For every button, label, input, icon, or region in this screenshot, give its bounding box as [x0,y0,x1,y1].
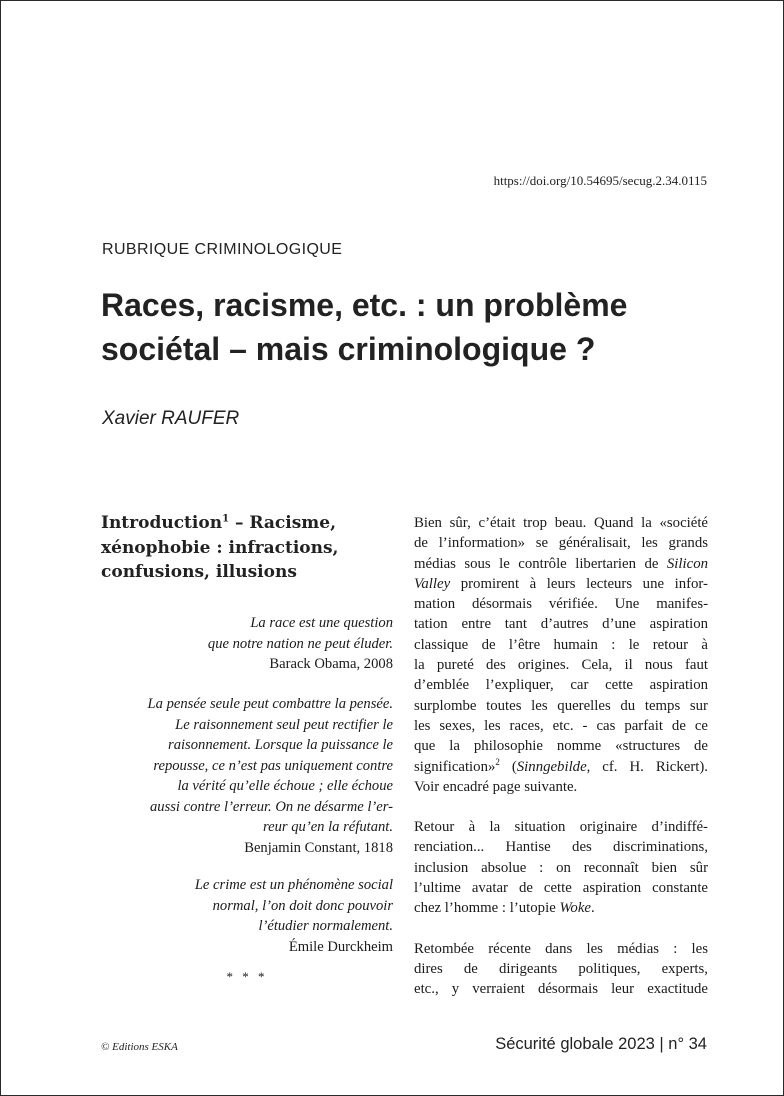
text-line: Retour à la situation originaire d’indiffé- [414,819,708,836]
right-column [414,513,708,1020]
text-line: l’ultime avatar de cette aspiration constante [414,880,708,897]
rubric-label: RUBRIQUE CRIMINOLOGIQUE [102,241,343,258]
text-line: Voir encadré page suivante. [414,778,578,795]
quote-line: Le crime est un phénomène social [194,877,393,893]
emphasis-text: Woke [559,900,591,917]
text-line [414,757,708,777]
text-line: les sexes, les races, etc. - cas parfait de ce [414,717,708,734]
epigraph-attribution: Émile Durckheim [288,938,393,955]
text-line: tation entre tant d’autres d’une aspiration [414,616,708,633]
text-line [414,574,708,594]
epigraph-durckheim [101,875,393,957]
title-line-2: sociétal – mais criminologique ? [101,331,596,367]
text-run: . [590,900,595,917]
section-heading [101,511,393,585]
text-line: surplombe toutes les querelles du temps sur [414,697,708,714]
emphasis-text: Silicon [666,555,708,572]
quote-line: La race est une question [250,615,393,631]
title-line-1: Races, racisme, etc. : un problème [101,287,628,323]
text-line: la pureté des origines. Cela, il nous faut [414,657,708,674]
footnote-ref-2[interactable]: 2 [495,756,500,767]
emphasis-text: Sinngebilde [516,758,587,775]
quote-line: aussi contre l’erreur. On ne désarme l’er- [149,798,393,815]
epigraph-obama [101,613,393,675]
text-line: dires de dirigeants politiques, experts, [414,960,708,977]
body-paragraph-1 [414,513,708,797]
text-line: inclusion absolue : on reconnaît bien sûr [414,859,708,876]
quote-line: que notre nation ne peut éluder. [207,635,393,652]
text-run: chez l’homme : l’utopie [414,900,560,917]
author-name: Xavier RAUFER [102,408,240,429]
quote-line: repousse, ce n’est pas uniquement contre [153,757,393,774]
epigraph-quote [101,613,393,654]
emphasis-text: Valley [414,575,451,592]
epigraph-attribution: Benjamin Constant, 1818 [244,839,393,856]
section-heading-line-2: xénophobie : infractions, [101,537,339,558]
text-line: classique de l’être humain : le retour à [414,636,708,653]
quote-line: normal, l’on doit donc pouvoir [212,897,393,914]
quote-line: l’étudier normalement. [258,918,393,934]
epigraph-constant [101,694,393,858]
text-line: d’emblée l’expliquer, car cette aspiration [414,677,708,694]
epigraph-quote [101,875,393,937]
section-heading-line-3: confusions, illusions [101,562,297,582]
quote-line: reur qu’en la réfutant. [263,819,393,835]
journal-issue-label: Sécurité globale 2023 | n° 34 [495,1035,707,1053]
text-line: Retombée récente dans les médias : les [414,940,708,957]
copyright-notice: © Editions ESKA [101,1041,178,1053]
text-line [414,554,708,574]
article-title [101,283,721,371]
epigraph-attribution: Barack Obama, 2008 [269,656,393,672]
text-run: médias sous le contrôle libertarien de [414,555,667,572]
text-run: , cf. H. Rickert). [586,758,708,775]
section-separator: * * * [226,969,268,984]
text-run: signification» [414,758,496,775]
quote-line: Le raisonnement seul peut rectifier le [175,716,393,733]
text-run: promirent à leurs lecteurs une infor- [450,575,708,592]
body-paragraph-2 [414,817,708,918]
quote-line: la vérité qu’elle échoue ; elle échoue [177,778,393,794]
left-column [101,511,393,984]
section-heading-rest: – Racisme, [229,513,337,533]
body-paragraph-3 [414,939,708,1000]
text-run: ( [499,758,517,775]
doi-link[interactable]: https://doi.org/10.54695/secug.2.34.0115 [493,173,707,188]
epigraph-quote [101,694,393,838]
text-line: que la philosophie nomme «structures de [414,738,708,755]
quote-line: raisonnement. Lorsque la puissance le [168,737,393,753]
footnote-ref-1[interactable]: 1 [222,513,230,525]
section-heading-word: Introduction [101,513,223,533]
text-line [414,898,708,918]
text-line: Bien sûr, c’était trop beau. Quand la «société [414,515,708,531]
text-line: mation désormais vérifiée. Une manifes- [414,596,708,613]
text-line: de l’information» se généralisait, les grands [414,535,708,552]
quote-line: La pensée seule peut combattre la pensée. [147,696,393,712]
text-line: etc., y verraient désormais leur exactitude [414,981,708,998]
text-line: renciation... Hantise des discriminations, [414,839,708,856]
